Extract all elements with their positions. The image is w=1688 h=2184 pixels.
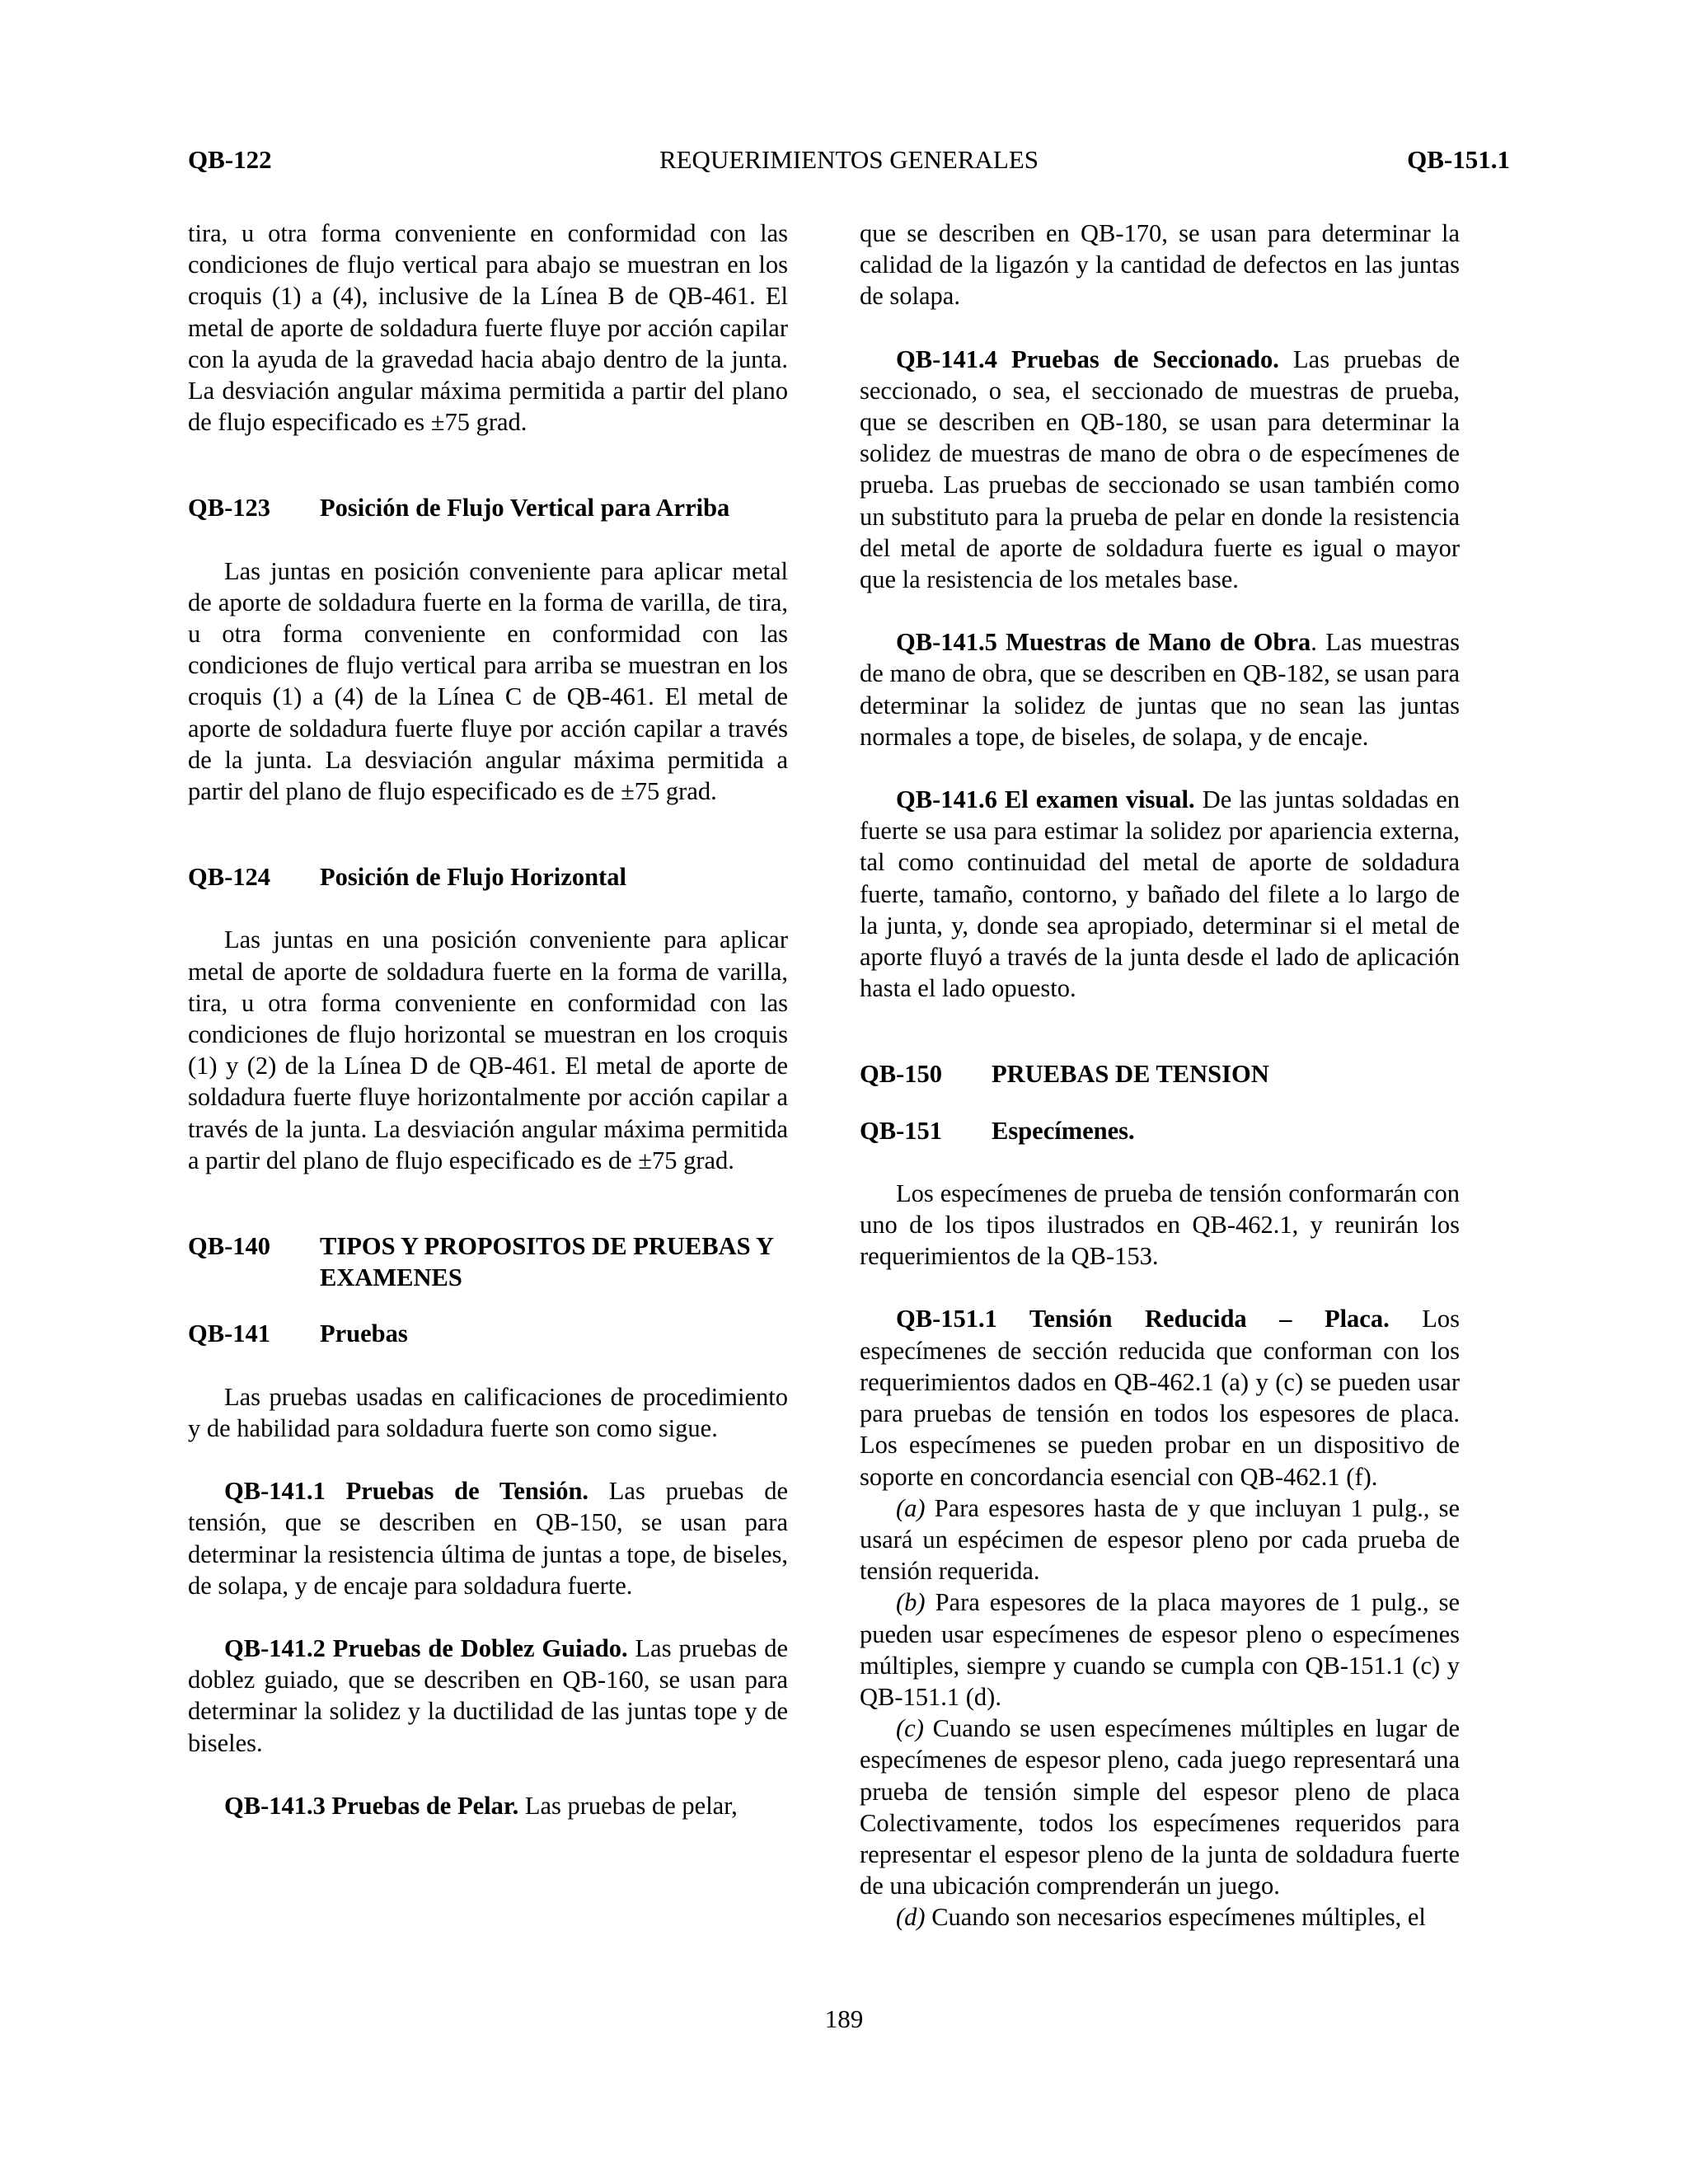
running-header bbox=[188, 145, 1510, 181]
list-item-label: (c) bbox=[896, 1714, 924, 1743]
subsection-qb141-6 bbox=[860, 784, 1460, 1004]
subsection-label: QB-141.6 El examen visual. bbox=[896, 785, 1195, 814]
subsection-text: De las juntas soldadas en fuerte se usa para estimar la solidez por apariencia externa, tal como continuidad del metal de aporte de soldadura fuerte, tamaño, contorno, y bañado del filete a lo largo de la junta, y, donde sea apropiado, determinar si el metal de aporte fluyó a través de la junta desde el lado de aplicación hasta el lado opuesto. bbox=[860, 785, 1461, 1003]
section-paragraph: Las juntas en una posición conveniente para aplicar metal de aporte de soldadura fuerte en la forma de varilla, tira, u otra forma conveniente en conformidad con las condiciones de flujo horizontal se muestran en los croquis (1) y (2) de la Línea D de QB-461. El metal de aporte de soldadura fuerte fluye horizontalmente por acción capilar a través de la junta. La desviación angular máxima permitida a partir del plano de flujo especificado es de ±75 grad. bbox=[188, 926, 788, 1174]
list-item-d bbox=[860, 1901, 1460, 1933]
section-heading-qb123 bbox=[188, 492, 788, 523]
section-heading-qb124 bbox=[188, 861, 788, 893]
section-number: QB-140 bbox=[188, 1232, 270, 1261]
list-item-label: (d) bbox=[896, 1903, 926, 1932]
list-item-text: Para espesores de la placa mayores de 1 pulg., se pueden usar especímenes de espesor pleno o especímenes múltiples, siempre y cuando se cumpla con QB-151.1 (c) y QB-151.1 (d). bbox=[860, 1588, 1460, 1711]
list-item-label: (a) bbox=[896, 1493, 926, 1522]
list-item-text: Cuando se usen especímenes múltiples en lugar de especímenes de espesor pleno, cada juego representará una prueba de tensión simple del espesor pleno de placa Colectivamente, todos los especímenes requeridos para representar el espesor pleno de la junta de soldadura fuerte de una ubicación comprenderán un juego. bbox=[860, 1714, 1460, 1900]
list-item-a bbox=[860, 1493, 1460, 1587]
section-number: QB-123 bbox=[188, 494, 270, 523]
continuation-paragraph: que se describen en QB-170, se usan para determinar la calidad de la ligazón y la cantidad de defectos en las juntas de solapa. bbox=[860, 219, 1460, 311]
list-item-label: (b) bbox=[896, 1588, 926, 1617]
list-item-text: Para espesores hasta de y que incluyan 1 pulg., se usará un espécimen de espesor pleno por cada prueba de tensión requerida. bbox=[860, 1493, 1460, 1586]
subsection-qb141-4 bbox=[860, 344, 1460, 596]
list-item-text: Cuando son necesarios especímenes múltiples, el bbox=[925, 1903, 1426, 1932]
page-number: 189 bbox=[824, 2004, 864, 2033]
subsection-text: . Las muestras de mano de obra, que se describen en QB-182, se usan para determinar la solidez de juntas que no sean las juntas normales a tope, de biseles, de solapa, y de encaje. bbox=[860, 628, 1460, 751]
section-title: Pruebas bbox=[320, 1319, 408, 1348]
header-title: REQUERIMIENTOS GENERALES bbox=[659, 145, 1039, 174]
intro-paragraph: tira, u otra forma conveniente en conformidad con las condiciones de flujo vertical para abajo se muestran en los croquis (1) a (4), inclusive de la Línea B de QB-461. El metal de aporte de soldadura fuerte fluye por acción capilar con la ayuda de la gravedad hacia abajo dentro de la junta. La desviación angular máxima permitida a partir del plano de flujo especificado es ±75 grad. bbox=[188, 219, 788, 437]
subsection-label: QB-141.2 Pruebas de Doblez Guiado. bbox=[224, 1633, 628, 1662]
left-column bbox=[188, 218, 788, 1821]
section-title: Posición de Flujo Horizontal bbox=[320, 863, 626, 892]
subsection-label: QB-141.4 Pruebas de Seccionado. bbox=[896, 344, 1279, 373]
subsection-text: Las pruebas de seccionado, o sea, el seccionado de muestras de prueba, que se describen en QB-180, se usan para determinar la solidez de muestras de mano de obra o de especímenes de prueba. Las pruebas de seccionado se usan también como un substituto para la prueba de pelar en donde la resistencia del metal de aporte de soldadura fuerte es igual o mayor que la resistencia de los metales base. bbox=[860, 344, 1460, 594]
list-item-b bbox=[860, 1586, 1460, 1713]
section-paragraph: Los especímenes de prueba de tensión conformarán con uno de los tipos ilustrados en QB-462.1, y reunirán los requerimientos de la QB-153. bbox=[860, 1179, 1460, 1271]
section-number: QB-141 bbox=[188, 1319, 270, 1348]
section-paragraph: Las pruebas usadas en calificaciones de procedimiento y de habilidad para soldadura fuerte son como sigue. bbox=[188, 1382, 788, 1442]
subsection-qb141-1 bbox=[188, 1475, 788, 1601]
subsection-text: Las pruebas de pelar, bbox=[518, 1791, 738, 1820]
list-item-c bbox=[860, 1713, 1460, 1901]
header-left-code: QB-122 bbox=[188, 145, 272, 174]
subsection-qb141-3 bbox=[188, 1790, 788, 1821]
section-heading-qb141 bbox=[188, 1318, 788, 1349]
section-heading-qb140 bbox=[188, 1230, 788, 1293]
subsection-qb151-1 bbox=[860, 1303, 1460, 1492]
subsection-label: QB-141.1 Pruebas de Tensión. bbox=[224, 1477, 589, 1506]
section-paragraph: Las juntas en posición conveniente para aplicar metal de aporte de soldadura fuerte en la forma de varilla, de tira, u otra forma conveniente en conformidad con las condiciones de flujo vertical para arriba se muestran en los croquis (1) a (4) de la Línea C de QB-461. El metal de aporte de soldadura fuerte fluye por acción capilar a través de la junta. La desviación angular máxima permitida a partir del plano de flujo especificado es de ±75 grad. bbox=[188, 556, 788, 806]
section-heading-qb150 bbox=[860, 1058, 1460, 1090]
section-title: Especímenes. bbox=[992, 1116, 1135, 1145]
subsection-text: Las pruebas de tensión, que se describen en QB-150, se usan para determinar la resistencia última de juntas a tope, de biseles, de solapa, y de encaje para soldadura fuerte. bbox=[188, 1477, 788, 1600]
right-column bbox=[860, 218, 1460, 1933]
header-right-code: QB-151.1 bbox=[1407, 145, 1510, 174]
subsection-label: QB-141.3 Pruebas de Pelar. bbox=[224, 1791, 519, 1820]
subsection-qb141-5 bbox=[860, 626, 1460, 752]
subsection-text: Las pruebas de doblez guiado, que se describen en QB-160, se usan para determinar la solidez y la ductilidad de las juntas tope y de biseles. bbox=[188, 1633, 788, 1757]
section-heading-qb151 bbox=[860, 1115, 1460, 1146]
section-title: PRUEBAS DE TENSION bbox=[992, 1060, 1269, 1089]
subsection-label: QB-151.1 Tensión Reducida – Placa. bbox=[896, 1305, 1390, 1333]
subsection-qb141-2 bbox=[188, 1633, 788, 1759]
section-title: Posición de Flujo Vertical para Arriba bbox=[320, 494, 730, 523]
section-number: QB-124 bbox=[188, 863, 270, 892]
subsection-label: QB-141.5 Muestras de Mano de Obra bbox=[896, 628, 1311, 657]
section-number: QB-150 bbox=[860, 1060, 942, 1089]
section-number: QB-151 bbox=[860, 1116, 942, 1145]
subsection-text: Los especímenes de sección reducida que conforman con los requerimientos dados en QB-462.1 (a) y (c) se pueden usar para pruebas de tensión en todos los espesores de placa. Los especímenes se pueden probar en un dispositivo de soporte en concordancia esencial con QB-462.1 (f). bbox=[860, 1305, 1460, 1491]
section-title: TIPOS Y PROPOSITOS DE PRUEBAS Y EXAMENES bbox=[320, 1232, 773, 1292]
